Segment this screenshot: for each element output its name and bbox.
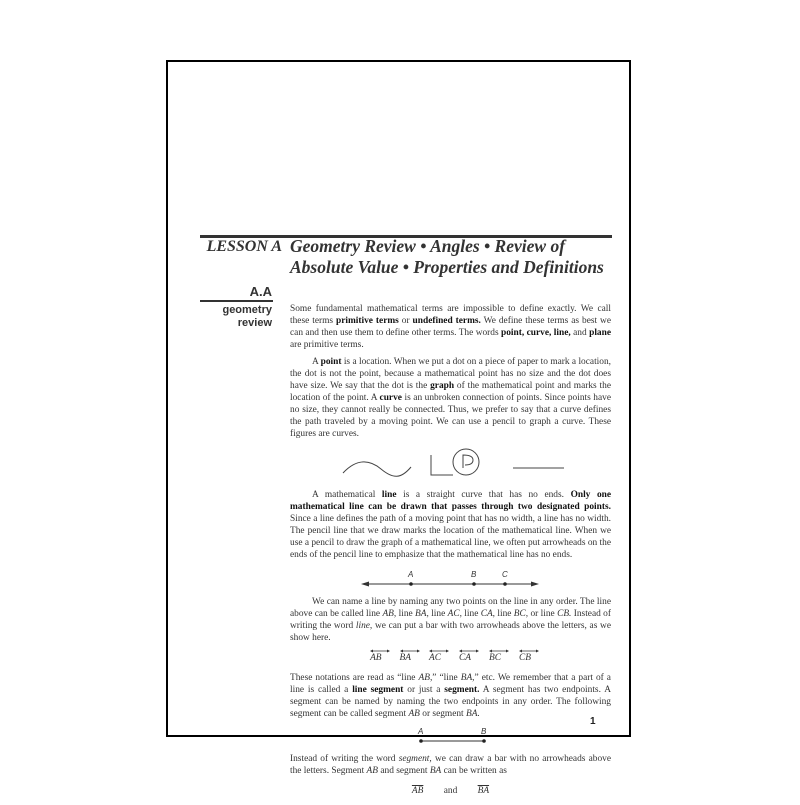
- text-run: line: [428, 609, 448, 619]
- bold-term: point: [320, 357, 342, 367]
- text-run: and: [570, 328, 590, 338]
- line-notation: [370, 652, 381, 664]
- text-run: is an unbroken connection of points. Since points have no size, they cannot really be connected. Thus, we prefer to say that a curve defines the path traveled by a moving point. We can use a pencil to graph a curve. These figures are curves.: [290, 393, 611, 439]
- endpoint-b: [482, 739, 486, 743]
- italic-term: BA,: [460, 673, 475, 683]
- bold-term: line: [381, 490, 397, 500]
- text-run: or: [398, 316, 413, 326]
- line-notation: [429, 652, 441, 664]
- right-arrowhead: [531, 582, 539, 587]
- point-label: B: [480, 727, 486, 736]
- page-number: 1: [590, 716, 596, 727]
- text-run: ” “line: [432, 673, 461, 683]
- text-run: Instead of writing the word: [290, 609, 611, 631]
- curves-figure: [331, 445, 571, 483]
- section-number: A.A: [249, 284, 272, 299]
- text-run: These notations are read as “line: [290, 673, 419, 683]
- paragraph: [290, 489, 611, 561]
- paragraph: [290, 753, 611, 777]
- double-arrow-bar-icon: [459, 649, 479, 653]
- paragraph: [290, 672, 611, 720]
- italic-term: AB: [408, 709, 420, 719]
- italic-term: AB: [366, 766, 379, 776]
- text-run: Since a line defines the path of a moving point that has no width, a line has no width. The pencil line that we draw marks the location of the mathematical line. When we use a pencil to draw the graph of a mathematical line, we often put arrowheads on the ends of the pencil line to emphasize that the mathematical line has no ends.: [290, 514, 611, 560]
- segment-ba: $\overline{BA}$: [477, 786, 490, 796]
- and-word: and: [443, 786, 458, 796]
- text-run: can be written as: [441, 766, 507, 776]
- bold-term: line segment: [352, 685, 404, 695]
- line-figure: [351, 566, 551, 590]
- italic-term: segment,: [398, 754, 432, 764]
- point-label: B: [470, 570, 476, 579]
- text-run: or just a: [403, 685, 445, 695]
- text-run: ” etc. We remember that a part of a line is called a: [290, 673, 611, 695]
- text-run: or segment: [419, 709, 467, 719]
- text-run: Some fundamental mathematical terms are impossible to define exactly. We call these terms: [290, 304, 611, 326]
- segment-figure: [411, 725, 491, 747]
- hook-curve: [463, 455, 473, 468]
- line-notation: [489, 652, 501, 664]
- notation-letters: CB: [518, 653, 531, 663]
- text-run: line: [461, 609, 481, 619]
- notation-letters: AC: [429, 653, 441, 663]
- text-run: line: [396, 609, 416, 619]
- italic-term: BA.: [466, 709, 480, 719]
- italic-term: AB,: [382, 609, 397, 619]
- bold-term: curve: [379, 393, 402, 403]
- italic-term: BA,: [415, 609, 429, 619]
- bold-term: Only one mathematical line can be drawn that passes through two designated points.: [290, 490, 612, 512]
- bold-term: graph: [430, 381, 455, 391]
- text-run: we can put a bar with two arrowheads above the letters, as we show here.: [290, 621, 611, 643]
- paragraph: [290, 596, 611, 644]
- text-run: and segment: [378, 766, 430, 776]
- text-run: A segment has two endpoints. A segment can be named by naming the two endpoints in any order. The following segment can be called segment: [290, 685, 611, 719]
- title-line-2: Absolute Value • Properties and Definitions: [290, 257, 604, 277]
- section-label-line-2: review: [237, 317, 272, 329]
- notation-letters: CA: [458, 653, 471, 663]
- text-run: A mathematical: [312, 490, 382, 500]
- text-run: or line: [528, 609, 558, 619]
- text-run: is a location. When we put a dot on a piece of paper to mark a location, the dot is not the point, because a mathematical point has no size and the dot does have size. We say that the dot is the: [290, 357, 611, 391]
- paragraph: [290, 303, 611, 351]
- point-c: [503, 582, 507, 586]
- double-arrow-bar-icon: [429, 649, 449, 653]
- italic-term: BA: [429, 766, 442, 776]
- text-run: Instead of writing the word: [290, 754, 399, 764]
- title-line-1: Geometry Review • Angles • Review of: [290, 236, 566, 256]
- bold-term: plane: [589, 328, 611, 338]
- bold-term: undefined terms.: [412, 316, 481, 326]
- section-rule: [200, 300, 273, 302]
- section-label-line-1: geometry: [222, 304, 272, 316]
- point-a: [409, 582, 413, 586]
- segment-notation: [290, 785, 611, 797]
- text-run: A: [312, 357, 321, 367]
- text-run: line: [495, 609, 514, 619]
- italic-term: CA,: [480, 609, 496, 619]
- circle-curve: [453, 449, 479, 475]
- point-b: [472, 582, 476, 586]
- line-notation: [400, 652, 411, 664]
- segment-ab: $\overline{AB}$: [411, 786, 424, 796]
- text-run: We can name a line by naming any two points on the line in any order. The line above can be called line: [290, 597, 611, 619]
- italic-term: CB.: [557, 609, 572, 619]
- bold-term: segment.: [444, 685, 480, 695]
- italic-term: AC,: [447, 609, 462, 619]
- left-arrowhead: [361, 582, 369, 587]
- double-arrow-bar-icon: [489, 649, 509, 653]
- bold-term: primitive terms: [336, 316, 399, 326]
- point-label: A: [407, 570, 413, 579]
- double-arrow-bar-icon: [370, 649, 390, 653]
- italic-term: BC,: [513, 609, 529, 619]
- paragraph: [290, 356, 611, 440]
- text-run: of the mathematical point and marks the location of the point. A: [290, 381, 611, 403]
- notation-letters: BC: [488, 653, 501, 663]
- text-run: is a straight curve that has no ends.: [396, 490, 571, 500]
- section-label: [200, 304, 272, 330]
- bold-term: point, curve, line,: [501, 328, 571, 338]
- line-notations: [290, 652, 611, 664]
- text-run: are primitive terms.: [290, 340, 364, 350]
- notation-letters: AB: [370, 653, 382, 663]
- line-notation: [459, 652, 471, 664]
- double-arrow-bar-icon: [519, 649, 539, 653]
- point-label: A: [417, 727, 423, 736]
- line-notation: [519, 652, 531, 664]
- wave-curve: [343, 462, 411, 476]
- italic-term: AB,: [418, 673, 433, 683]
- lesson-label: LESSON A: [206, 238, 282, 255]
- italic-term: line,: [355, 621, 373, 631]
- double-arrow-bar-icon: [400, 649, 420, 653]
- point-label: C: [501, 570, 508, 579]
- body-column: [290, 303, 611, 805]
- text-run: We define these terms as best we can and then use them to define other terms. The words: [290, 316, 611, 338]
- endpoint-a: [419, 739, 423, 743]
- corner-curve: [431, 455, 453, 475]
- notation-letters: BA: [399, 653, 411, 663]
- text-run: we can draw a bar with no arrowheads above the letters. Segment: [290, 754, 612, 776]
- lesson-title: [290, 236, 628, 278]
